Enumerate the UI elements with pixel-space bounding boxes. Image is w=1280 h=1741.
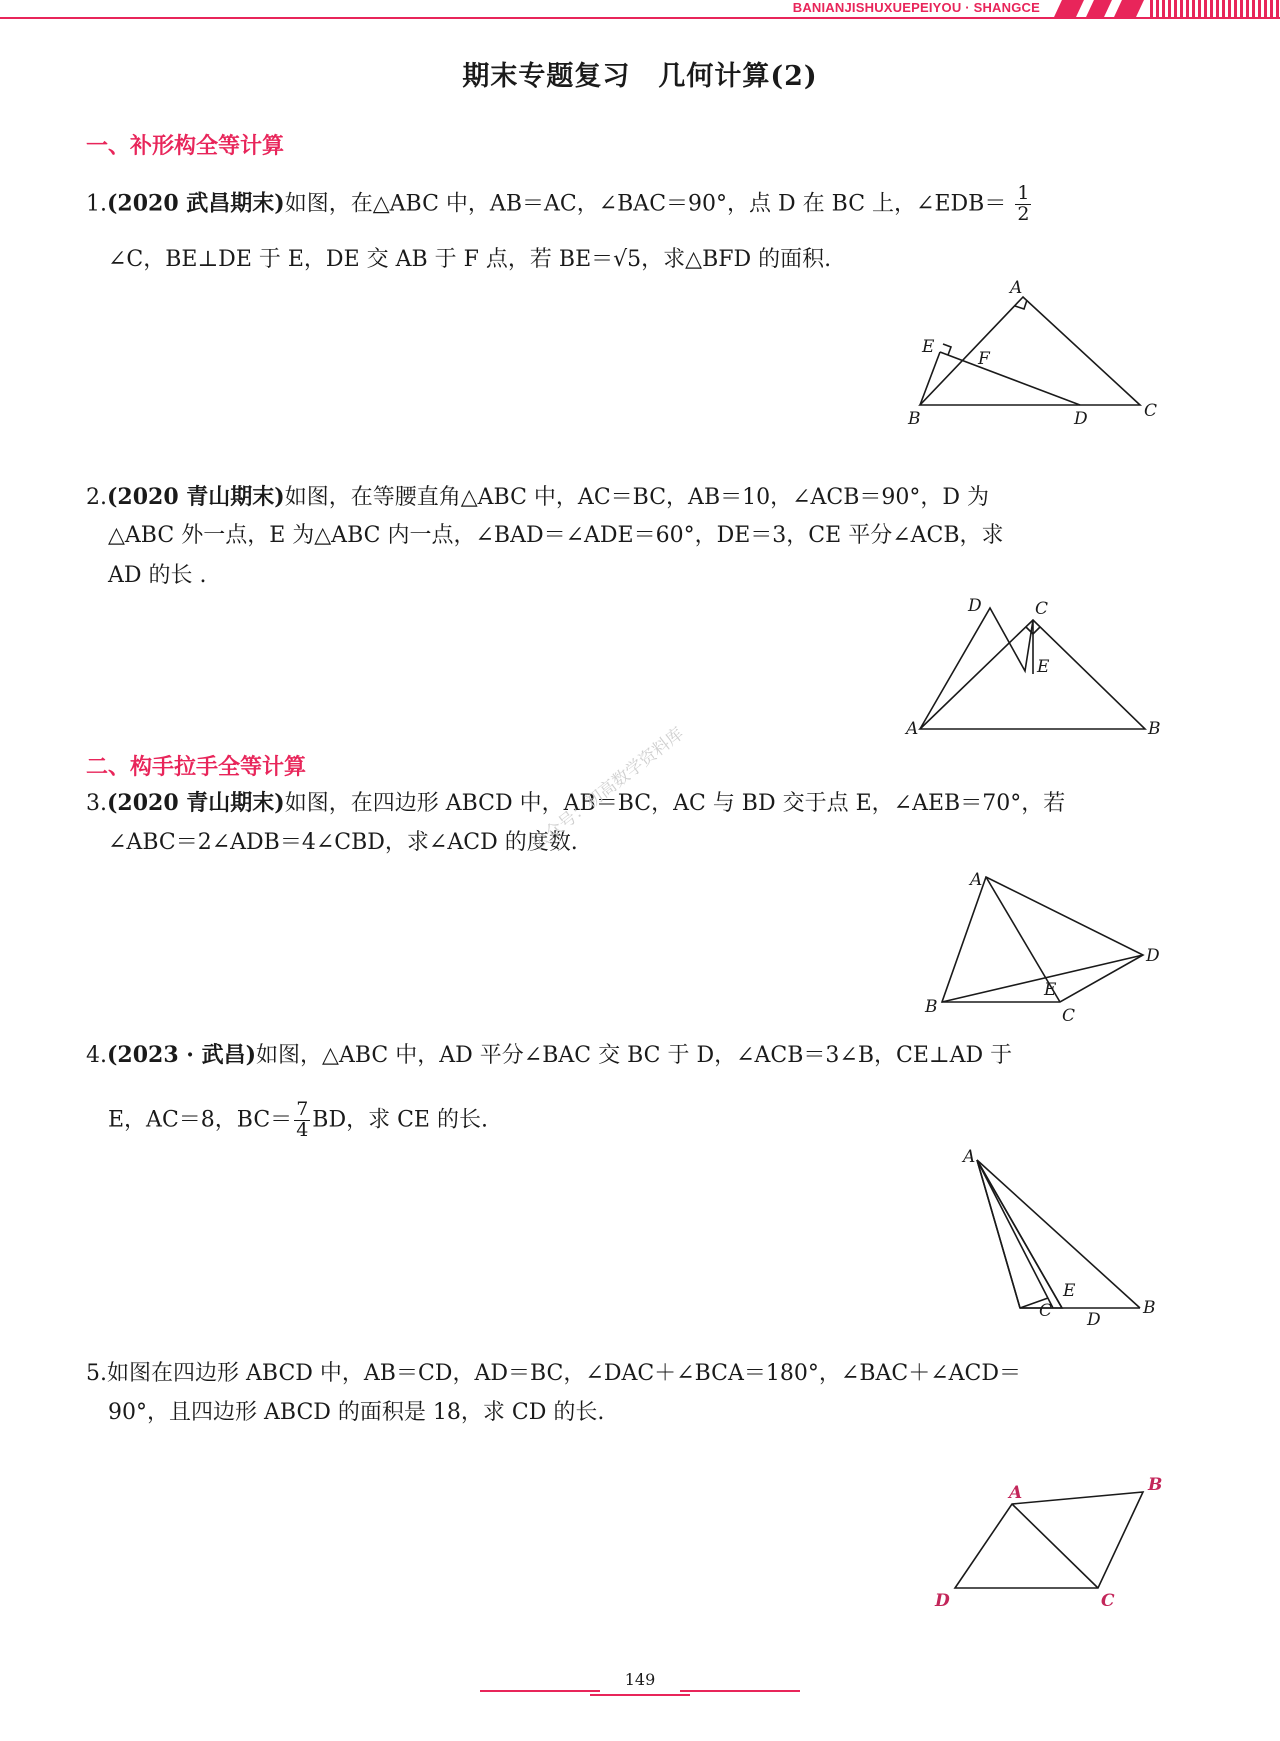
series-header: BANIANJISHUXUEPEIYOU · SHANGCE bbox=[792, 0, 1040, 15]
fig4-side-ab-full bbox=[977, 1160, 1140, 1308]
q4-line1 bbox=[86, 1042, 1012, 1069]
fig1-triangle-abc bbox=[920, 297, 1140, 405]
fig5-label-a: A bbox=[1009, 1483, 1023, 1503]
q3-number: 3. bbox=[86, 791, 107, 816]
fig1-label-e: E bbox=[922, 337, 935, 357]
fig3-label-a: A bbox=[970, 870, 983, 890]
section-heading-2: 二、构手拉手全等计算 bbox=[86, 755, 307, 780]
fig3-label-c: C bbox=[1062, 1006, 1076, 1025]
figure-1 bbox=[900, 280, 1160, 440]
fig3-label-e: E bbox=[1044, 980, 1057, 1000]
q5-line1 bbox=[86, 1361, 1021, 1387]
q1-text1: 如图，在△ABC 中，AB＝AC，∠BAC＝90°，点 D 在 BC 上，∠EDB＝ bbox=[284, 191, 1007, 217]
figure-4 bbox=[955, 1148, 1175, 1328]
fig3-quadrilateral bbox=[942, 877, 1143, 1002]
q1-frac-den: 2 bbox=[1017, 202, 1030, 225]
fig5-label-d: D bbox=[935, 1591, 950, 1610]
fig5-label-c: C bbox=[1101, 1591, 1115, 1610]
fig3-diagonal-bd bbox=[942, 955, 1143, 1002]
q4-number: 4. bbox=[86, 1043, 107, 1068]
footer-rule-right bbox=[680, 1690, 800, 1692]
q1-line1 bbox=[86, 184, 1033, 225]
q3-text1: 如图，在四边形 ABCD 中，AB＝BC，AC 与 BD 交于点 E，∠AEB＝70°，若 bbox=[284, 791, 1066, 816]
fig4-label-e: E bbox=[1063, 1281, 1076, 1301]
section-heading-1: 一、补形构全等计算 bbox=[86, 134, 285, 159]
q4-text2b: BD，求 CE 的长. bbox=[312, 1107, 488, 1133]
q4-text2a: E，AC＝8，BC＝ bbox=[108, 1107, 293, 1133]
q4-text1: 如图，△ABC 中，AD 平分∠BAC 交 BC 于 D，∠ACB＝3∠B，CE⊥AD 于 bbox=[256, 1043, 1013, 1068]
fig1-label-c: C bbox=[1144, 401, 1158, 421]
fig1-label-b: B bbox=[908, 409, 921, 429]
footer-rule-center bbox=[590, 1694, 690, 1696]
q2-source: (2020 青山期末) bbox=[107, 484, 285, 510]
fig4-label-a: A bbox=[963, 1148, 976, 1167]
q1-fraction bbox=[1015, 184, 1031, 225]
fig1-label-f: F bbox=[978, 349, 990, 369]
q2-line2: △ABC 外一点，E 为△ABC 内一点，∠BAD＝∠ADE＝60°，DE＝3，CE 平分∠ACB，求 bbox=[108, 523, 1004, 548]
header-rule bbox=[0, 17, 1280, 19]
q5-text1: 如图在四边形 ABCD 中，AB＝CD，AD＝BC，∠DAC＋∠BCA＝180°，∠BAC＋∠ACD＝ bbox=[107, 1361, 1022, 1386]
figure-2 bbox=[900, 596, 1160, 746]
fig1-label-d: D bbox=[1074, 409, 1088, 429]
fig3-label-d: D bbox=[1146, 946, 1160, 966]
q2-line1 bbox=[86, 484, 989, 511]
watermark: 公众号：初高数学资料库 bbox=[528, 723, 688, 855]
fig2-label-a: A bbox=[906, 719, 919, 739]
fig4-side-ac bbox=[977, 1160, 1020, 1308]
fig4-label-d: D bbox=[1087, 1310, 1101, 1328]
fig1-line-be bbox=[920, 352, 940, 405]
fig2-label-c: C bbox=[1035, 599, 1049, 619]
q2-line3: AD 的长 . bbox=[108, 563, 207, 588]
fig4-label-c: C bbox=[1039, 1301, 1053, 1321]
q4-frac-den: 4 bbox=[296, 1118, 309, 1141]
fig1-label-a: A bbox=[1010, 280, 1023, 298]
footer-rule-left bbox=[480, 1690, 600, 1692]
fig5-diagonal-ac bbox=[1012, 1504, 1098, 1588]
fig4-line-ad bbox=[977, 1160, 1053, 1308]
fig2-path-adec bbox=[920, 608, 1033, 729]
figure-3 bbox=[920, 865, 1170, 1025]
q1-number: 1. bbox=[86, 191, 107, 217]
fig5-label-b: B bbox=[1148, 1475, 1163, 1495]
fig2-label-b: B bbox=[1148, 719, 1160, 739]
q4-source: (2023 · 武昌) bbox=[107, 1042, 257, 1068]
q5-number: 5. bbox=[86, 1361, 107, 1386]
fig4-label-b: B bbox=[1143, 1298, 1156, 1318]
q4-fraction bbox=[294, 1100, 310, 1141]
q1-source: (2020 武昌期末) bbox=[107, 190, 285, 217]
fig2-label-e: E bbox=[1037, 657, 1050, 677]
page-title: 期末专题复习 几何计算(2) bbox=[462, 61, 818, 92]
q1-line2: ∠C，BE⊥DE 于 E，DE 交 AB 于 F 点，若 BE＝√5，求△BFD 的面积. bbox=[108, 247, 832, 272]
q3-source: (2020 青山期末) bbox=[107, 790, 285, 816]
figure-5 bbox=[925, 1470, 1165, 1610]
header-stripe bbox=[1054, 0, 1084, 17]
q1-frac-num: 1 bbox=[1017, 182, 1030, 204]
header-stripe bbox=[1114, 0, 1144, 17]
page-number: 149 bbox=[624, 1670, 656, 1689]
fig2-label-d: D bbox=[968, 596, 982, 616]
q4-line2 bbox=[108, 1100, 488, 1141]
q5-line2: 90°，且四边形 ABCD 的面积是 18，求 CD 的长. bbox=[108, 1400, 605, 1425]
q3-line2: ∠ABC＝2∠ADB＝4∠CBD，求∠ACD 的度数. bbox=[108, 830, 578, 855]
q2-number: 2. bbox=[86, 485, 107, 510]
fig1-line-de bbox=[940, 352, 1080, 405]
fig3-label-b: B bbox=[925, 997, 938, 1017]
q2-text1: 如图，在等腰直角△ABC 中，AC＝BC，AB＝10，∠ACB＝90°，D 为 bbox=[284, 485, 990, 510]
q4-frac-num: 7 bbox=[296, 1098, 309, 1120]
header-stripe bbox=[1086, 0, 1112, 17]
header-pattern bbox=[1150, 0, 1280, 17]
fig4-side-ab bbox=[977, 1160, 1062, 1308]
